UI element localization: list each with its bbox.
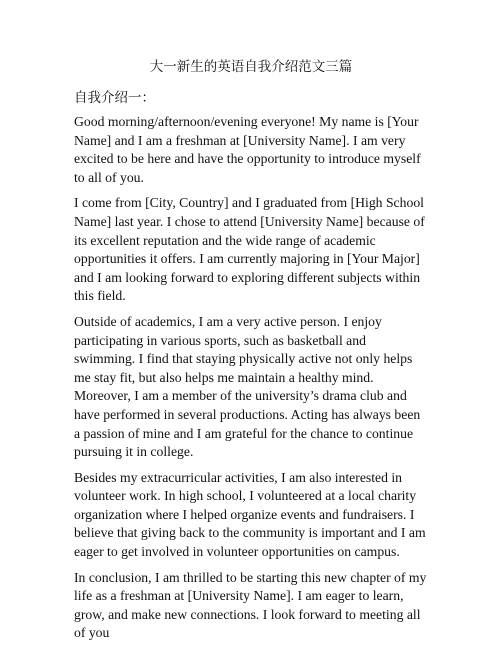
paragraph-conclusion: In conclusion, I am thrilled to be starting this new chapter of my life as a freshman at [University Name]. I am eager to learn, grow, and make new connections. I look forward to meeting all of you: [74, 569, 427, 641]
document-title: 大一新生的英语自我介绍范文三篇: [149, 59, 353, 74]
paragraph-greeting: Good morning/afternoon/evening everyone! My name is [Your Name] and I am a freshman at [University Name]. I am very excited to be here and have the opportunity to introduce myself to all of you.: [74, 114, 421, 185]
paragraph-activities: Outside of academics, I am a very active person. I enjoy participating in various sports, such as basketball and swimming. I find that staying physically active not only helps me stay fit, but also helps me maintain a healthy mind. Moreover, I am a member of the university’s drama club and have performed in several productions. Acting has always been a passion of mine and I am grateful for the chance to continue pursuing it in college.: [74, 313, 421, 460]
document-body: [74, 113, 429, 650]
paragraph-volunteer: Besides my extracurricular activities, I am also interested in volunteer work. In high school, I volunteered at a local charity organization where I helped organize events and fundraisers. I believe that giving back to the community is important and I am eager to get involved in volunteer opportunities on campus.: [74, 469, 426, 560]
paragraph-background: I come from [City, Country] and I graduated from [High School Name] last year. I chose to attend [University Name] because of its excellent reputation and the wide range of academic opportunities it offers. I am currently majoring in [Your Major] and I am looking forward to exploring different subjects within this field.: [74, 195, 425, 304]
section-heading: 自我介绍一：: [74, 90, 155, 105]
